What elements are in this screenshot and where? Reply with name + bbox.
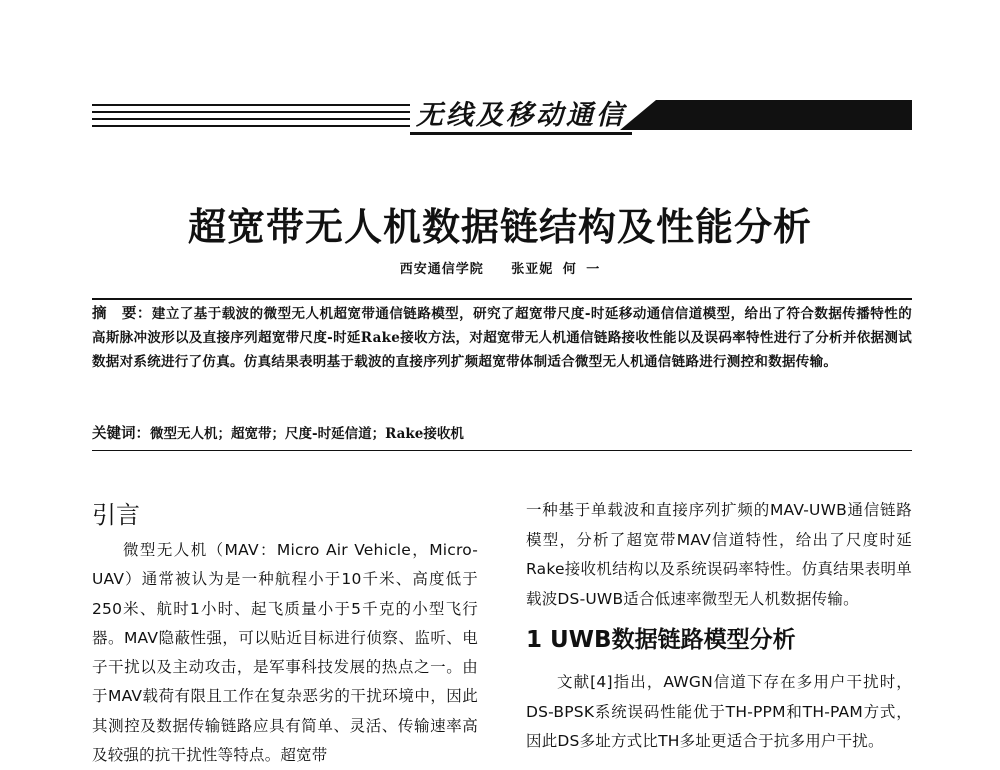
introduction-paragraph: 微型无人机（MAV：Micro Air Vehicle，Micro-UAV）通常被认为是一种航程小于10千米、高度低于250米、航时1小时、起飞质量小于5千克的小型飞行器。MAV隐蔽性强，可以贴近目标进行侦察、监听、电子干扰以及主动攻击，是军事科技发展的热点之一。由于MAV载荷有限且工作在复杂恶劣的干扰环境中，因此其测控及数据传输链路应具有简单、灵活、传输速率高及较强的抗干扰性等特点。超宽带 xyxy=(92,541,478,765)
abstract-top-rule xyxy=(92,298,912,300)
banner-rule-lines xyxy=(92,104,410,132)
section-banner xyxy=(92,100,912,134)
abstract xyxy=(92,302,912,374)
abstract-bottom-rule xyxy=(92,450,912,451)
section-heading-uwb-model: 1 UWB数据链路模型分析 xyxy=(526,627,796,653)
paper-title: 超宽带无人机数据链结构及性能分析 xyxy=(187,205,812,249)
section-banner-title: 无线及移动通信 xyxy=(410,100,632,135)
author-names: 张亚妮 何 一 xyxy=(511,262,601,277)
abstract-label: 摘 要： xyxy=(92,306,152,322)
author-affiliation: 西安通信学院 xyxy=(399,262,484,277)
author-line xyxy=(0,258,1000,277)
keywords-label: 关键词： xyxy=(92,426,150,442)
left-column xyxy=(92,498,478,770)
uwb-model-paragraph: 文献[4]指出，AWGN信道下存在多用户干扰时，DS-BPSK系统误码性能优于TH-PPM和TH-PAM方式，因此DS多址方式比TH多址更适合于抗多用户干扰。 xyxy=(526,673,912,750)
right-column xyxy=(526,496,912,757)
abstract-text: 建立了基于载波的微型无人机超宽带通信链路模型，研究了超宽带尺度-时延移动通信信道模型，给出了符合数据传播特性的高斯脉冲波形以及直接序列超宽带尺度-时延Rake接收方法，对超宽带无人机通信链路接收性能以及误码率特性进行了分析并依据测试数据对系统进行了仿真。仿真结果表明基于载波的直接序列扩频超宽带体制适合微型无人机通信链路进行测控和数据传输。 xyxy=(92,306,912,370)
section-heading-introduction: 引言 xyxy=(92,501,140,529)
keywords-text: 微型无人机；超宽带；尺度-时延信道；Rake接收机 xyxy=(150,426,464,442)
banner-wedge-graphic xyxy=(620,100,912,130)
keywords xyxy=(92,422,912,446)
introduction-continued-paragraph: 一种基于单载波和直接序列扩频的MAV-UWB通信链路模型，分析了超宽带MAV信道特性，给出了尺度时延Rake接收机结构以及系统误码率特性。仿真结果表明单载波DS-UWB适合低速率微型无人机数据传输。 xyxy=(526,501,912,608)
